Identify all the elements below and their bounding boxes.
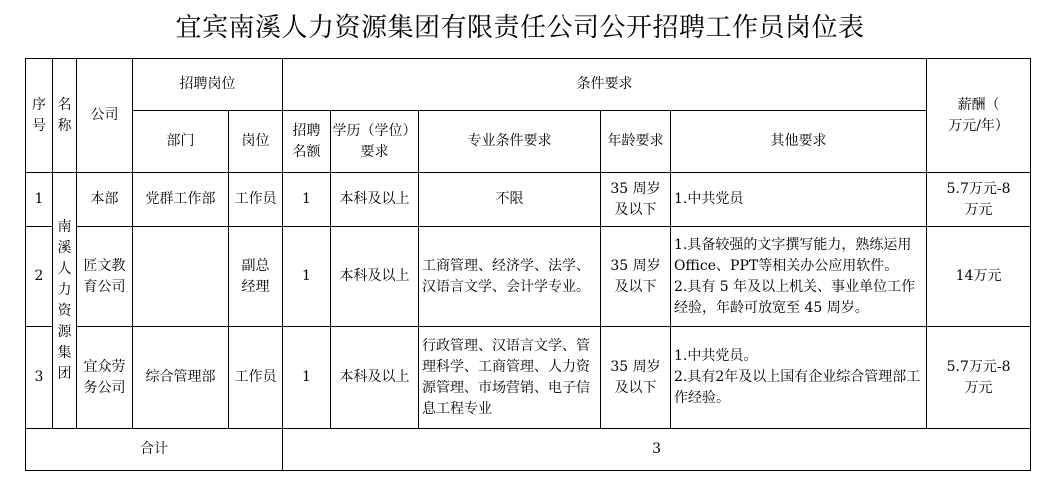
row-education: 本科及以上 (331, 227, 419, 327)
row-other (671, 173, 927, 227)
row-seq: 1 (26, 173, 53, 227)
header-seq: 序号 (26, 59, 53, 173)
header-quota: 招聘名额 (292, 122, 321, 160)
header-recruit-position: 招聘岗位 (133, 59, 283, 111)
recruitment-table (25, 58, 1031, 471)
row-salary: 5.7万元-8万元 (946, 180, 1011, 218)
header-name: 名称 (53, 59, 77, 173)
row-dept: 党群工作部 (133, 173, 229, 227)
page-title: 宜宾南溪人力资源集团有限责任公司公开招聘工作员岗位表 (175, 13, 865, 43)
header-post: 岗位 (229, 111, 283, 173)
row-quota: 1 (283, 173, 331, 227)
row-other-item: 2.具有 5 年及以上机关、事业单位工作经验，年龄可放宽至 45 周岁。 (674, 278, 916, 316)
header-age: 年龄要求 (601, 111, 671, 173)
row-age-cell (601, 173, 671, 227)
header-education: 学历（学位）要求 (331, 111, 419, 173)
row-age-cell (601, 327, 671, 429)
row-salary-cell (927, 327, 1031, 429)
row-quota: 1 (283, 227, 331, 327)
row-salary: 5.7万元-8万元 (946, 358, 1011, 396)
row-dept (133, 227, 229, 327)
row-seq: 2 (26, 227, 53, 327)
row-other-item: 2.具有2年及以上国有企业综合管理部工作经验。 (674, 369, 921, 406)
row-seq: 3 (26, 327, 53, 429)
row-salary-cell (927, 227, 1031, 327)
total-label: 合计 (26, 429, 283, 471)
header-major: 专业条件要求 (419, 111, 601, 173)
row-salary: 14万元 (955, 268, 1002, 284)
row-dept: 综合管理部 (133, 327, 229, 429)
row-education: 本科及以上 (331, 327, 419, 429)
total-value: 3 (283, 429, 1031, 471)
group-name: 南溪人力资源集团 (53, 173, 77, 429)
row-major: 工商管理、经济学、法学、汉语言文学、会计学专业。 (419, 227, 601, 327)
table-row (26, 327, 1031, 429)
table-row (26, 173, 1031, 227)
row-post: 工作员 (229, 173, 283, 227)
row-major: 行政管理、汉语言文学、管理科学、工商管理、人力资源管理、市场营销、电子信息工程专业 (419, 327, 601, 429)
row-post: 副总经理 (241, 257, 270, 295)
header-conditions: 条件要求 (283, 59, 927, 111)
table-row (26, 227, 1031, 327)
row-company: 本部 (77, 173, 133, 227)
row-other-item: 1.中共党员 (674, 191, 744, 207)
row-other-item: 1.中共党员。 (674, 348, 758, 364)
header-row-1 (26, 59, 1031, 111)
row-company: 宜众劳务公司 (77, 327, 133, 429)
header-row-2 (26, 111, 1031, 173)
row-quota: 1 (283, 327, 331, 429)
row-post: 工作员 (229, 327, 283, 429)
row-major: 不限 (419, 173, 601, 227)
row-salary-cell (927, 173, 1031, 227)
header-other: 其他要求 (671, 111, 927, 173)
row-age: 35 周岁及以下 (610, 180, 661, 218)
header-salary: 薪酬（ 万元/年） (927, 59, 1031, 173)
header-dept: 部门 (133, 111, 229, 173)
row-post-cell (229, 227, 283, 327)
row-company: 匠文教育公司 (77, 227, 133, 327)
row-other-item: 1.具备较强的文字撰写能力，熟练运用Office、PPT等相关办公应用软件。 (674, 236, 912, 274)
row-age-cell (601, 227, 671, 327)
row-other (671, 327, 927, 429)
header-quota-cell (283, 111, 331, 173)
header-company: 公司 (77, 59, 133, 173)
row-other (671, 227, 927, 327)
total-row (26, 429, 1031, 471)
row-age: 35 周岁及以下 (610, 257, 661, 295)
row-age: 35 周岁及以下 (610, 358, 661, 396)
row-education: 本科及以上 (331, 173, 419, 227)
